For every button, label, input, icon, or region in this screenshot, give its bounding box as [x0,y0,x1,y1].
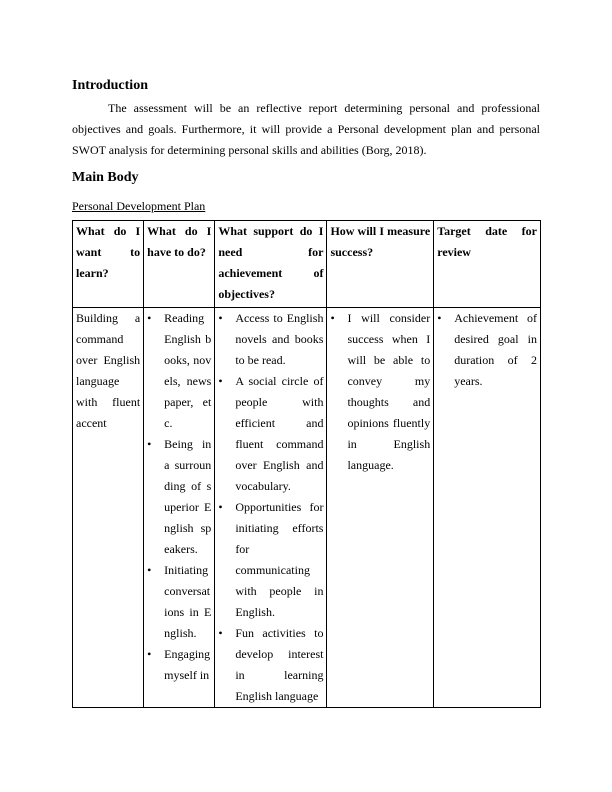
do-list [147,308,211,686]
support-list [218,308,323,707]
cell-learn [73,308,144,708]
header-support-needed: What support do I need for achievement of objectives? [215,221,327,308]
list-item: • Being in a surrounding of superior English speakers. [147,434,211,560]
cell-support [215,308,327,708]
table-header-row [73,221,541,308]
header-what-to-do: What do I have to do? [144,221,215,308]
list-item: • Initiating conversations in English. [147,560,211,644]
list-item: • A social circle of people with efficient and fluent command over English and vocabulary. [218,371,323,497]
learn-text: Building a command over English language with fluent accent [76,311,141,430]
list-item: • Opportunities for initiating efforts for communicating with people in English. [218,497,323,623]
header-target-date: Target date for review [434,221,541,308]
header-measure-success: How will I measure success? [327,221,434,308]
list-item: • Engaging myself in [147,644,211,686]
header-what-to-learn: What do I want to learn? [73,221,144,308]
personal-development-plan-table [72,220,541,708]
target-list [437,308,537,392]
introduction-heading: Introduction [72,78,148,93]
cell-do [144,308,215,708]
list-item: • Achievement of desired goal in duration of 2 years. [437,308,537,392]
table-caption: Personal Development Plan [72,199,206,213]
list-item: • I will consider success when I will be able to convey my thoughts and opinions fluently in English language. [330,308,430,476]
measure-list [330,308,430,476]
list-item: • Access to English novels and books to be read. [218,308,323,371]
list-item: • Fun activities to develop interest in learning English language [218,623,323,707]
main-body-heading: Main Body [72,170,139,185]
list-item: • Reading English books, novels, newspaper, etc. [147,308,211,434]
cell-measure [327,308,434,708]
table-row [73,308,541,708]
introduction-paragraph: The assessment will be an reflective report determining personal and professional objectives and goals. Furthermore, it will provide a Personal development plan and personal SWOT analysis for determining personal skills and abilities (Borg, 2018). [72,101,540,157]
cell-target [434,308,541,708]
